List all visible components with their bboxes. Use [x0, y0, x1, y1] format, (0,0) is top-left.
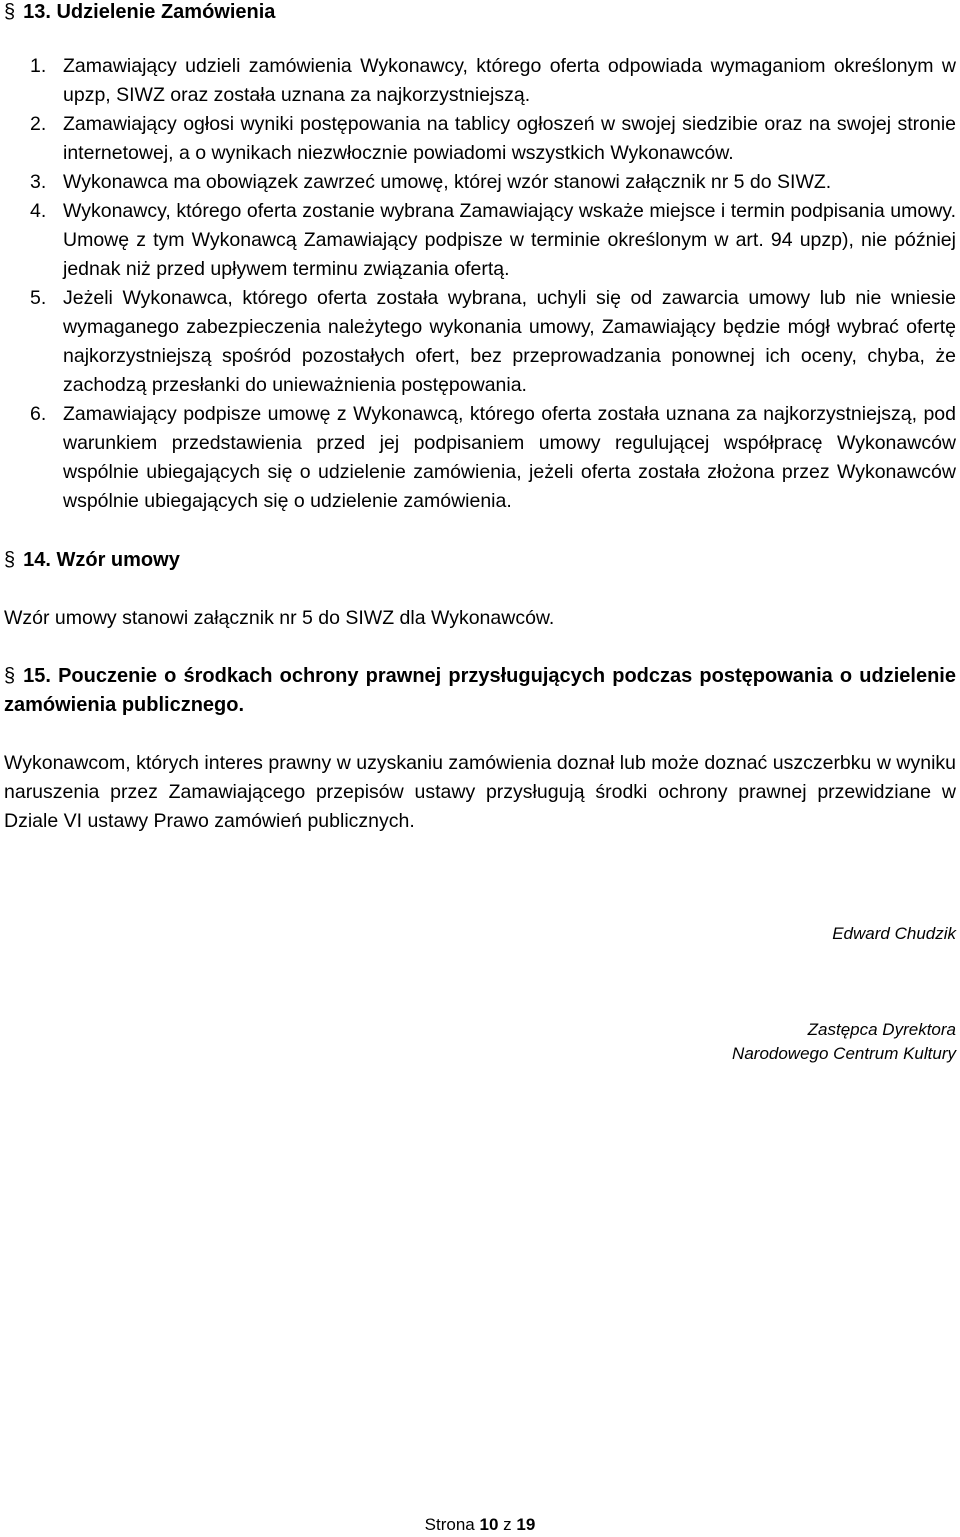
section-symbol: §	[4, 1, 16, 23]
list-item-text: Jeżeli Wykonawca, którego oferta została wybrana, uchyli się od zawarcia umowy lub nie wniesie wymaganego zabezpieczenia należytego wykonania umowy, Zamawiający będzie mógł wybrać ofertę najkorzystniejszą spośród pozostałych ofert, bez przeprowadzania ponownej ich oceny, chyba, że zachodzą przesłanki do unieważnienia postępowania.	[63, 287, 956, 396]
list-item-text: Zamawiający podpisze umowę z Wykonawcą, którego oferta została uznana za najkorzystniejszą, pod warunkiem przedstawienia przed jej podpisaniem umowy regulującej współpracę Wykonawców wspólnie ubiegających się o udzielenie zamówienia, jeżeli oferta została złożona przez Wykonawców wspólnie ubiegających się o udzielenie zamówienia.	[63, 403, 956, 512]
list-item	[0, 168, 956, 197]
list-item-number: 3.	[30, 171, 47, 193]
section-15-text: Wykonawcom, których interes prawny w uzyskaniu zamówienia doznał lub może doznać uszczerbku w wyniku naruszenia przez Zamawiającego przepisów ustawy przysługują środki ochrony prawnej przewidziane w Dziale VI ustawy Prawo zamówień publicznych.	[4, 752, 956, 832]
signature-role-line-1: Zastępca Dyrektora	[807, 1020, 956, 1039]
section-symbol: §	[4, 549, 16, 571]
list-item-number: 5.	[30, 287, 47, 309]
section-13-list	[0, 52, 956, 516]
list-item-number: 4.	[30, 200, 47, 222]
list-item	[0, 110, 956, 168]
current-page-number: 10	[479, 1515, 499, 1534]
total-pages-number: 19	[516, 1515, 536, 1534]
section-14-text: Wzór umowy stanowi załącznik nr 5 do SIWZ dla Wykonawców.	[4, 607, 555, 629]
section-15-title: 15. Pouczenie o środkach ochrony prawnej przysługujących podczas postępowania o udzielenie zamówienia publicznego.	[4, 665, 956, 716]
list-item-number: 1.	[30, 55, 47, 77]
list-item-number: 2.	[30, 113, 47, 135]
page-footer	[0, 1514, 960, 1536]
section-14-title: 14. Wzór umowy	[23, 549, 180, 571]
section-15-heading	[4, 662, 956, 720]
list-item-text: Zamawiający ogłosi wyniki postępowania na tablicy ogłoszeń w swojej siedzibie oraz na swojej stronie internetowej, a o wynikach niezwłocznie powiadomi wszystkich Wykonawców.	[63, 113, 956, 164]
page-separator: z	[503, 1515, 512, 1534]
list-item-text: Zamawiający udzieli zamówienia Wykonawcy, którego oferta odpowiada wymaganiom określonym w upzp, SIWZ oraz została uznana za najkorzystniejszą.	[63, 55, 956, 106]
section-symbol: §	[4, 665, 16, 687]
signature-role-line-2: Narodowego Centrum Kultury	[732, 1044, 956, 1063]
list-item	[0, 52, 956, 110]
list-item	[0, 197, 956, 284]
section-14-heading	[4, 546, 180, 575]
page-label: Strona	[424, 1515, 475, 1534]
list-item-text: Wykonawcy, którego oferta zostanie wybrana Zamawiający wskaże miejsce i termin podpisania umowy. Umowę z tym Wykonawcą Zamawiający podpisze w terminie określonym w art. 94 upzp), nie później jednak niż przed upływem terminu związania ofertą.	[63, 200, 956, 280]
list-item	[0, 284, 956, 400]
list-item-text: Wykonawca ma obowiązek zawrzeć umowę, której wzór stanowi załącznik nr 5 do SIWZ.	[63, 171, 832, 193]
list-item	[0, 400, 956, 516]
section-13-heading	[4, 0, 275, 27]
section-13-title: 13. Udzielenie Zamówienia	[23, 1, 276, 23]
signature-name: Edward Chudzik	[832, 924, 956, 943]
list-item-number: 6.	[30, 403, 47, 425]
